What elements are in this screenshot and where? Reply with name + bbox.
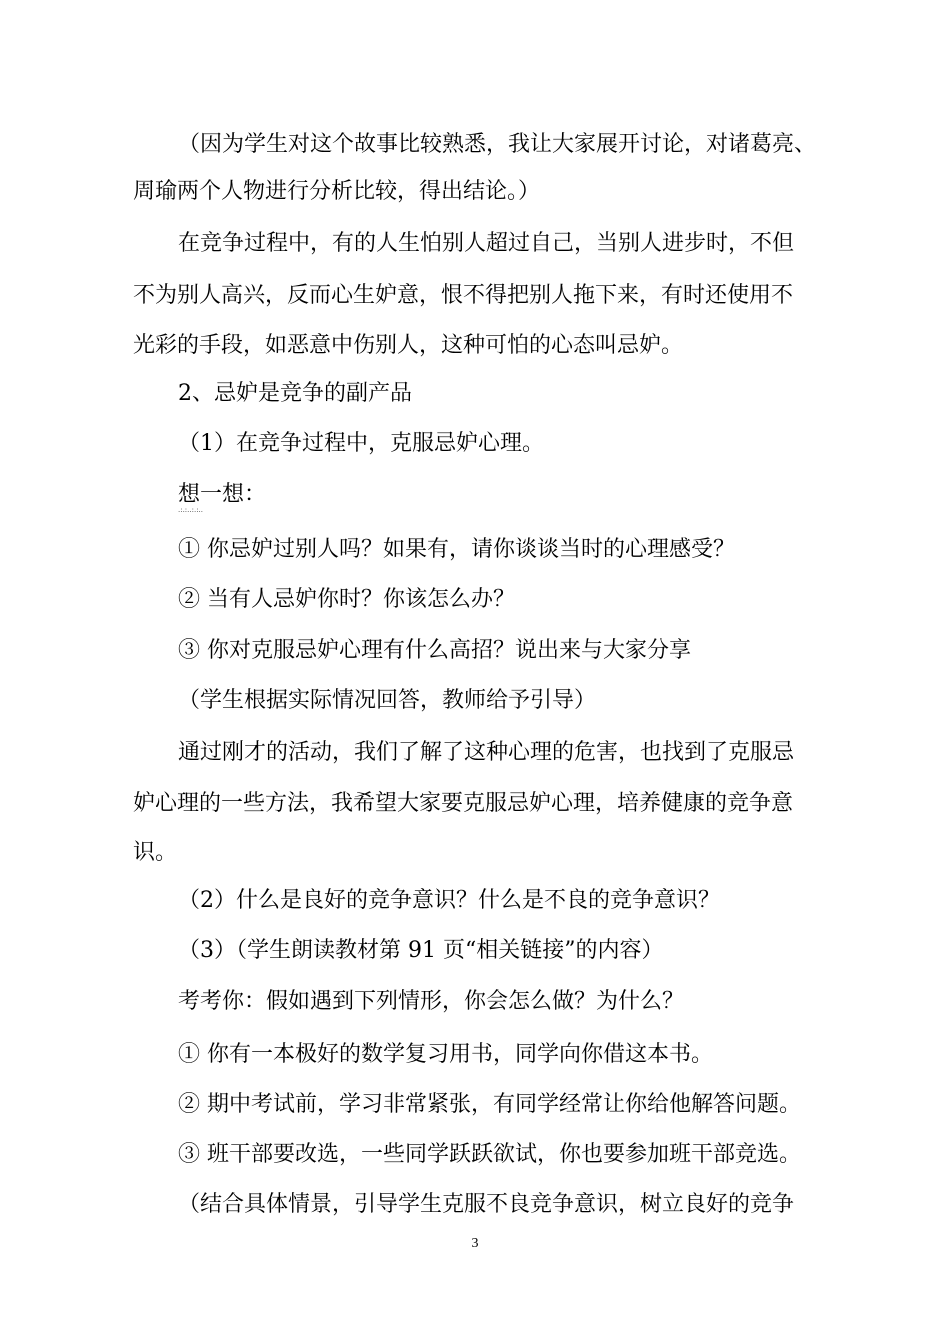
numbered-item: ③ 班干部要改选，一些同学跃跃欲试，你也要参加班干部竞选。 [178,1142,801,1167]
paragraph-line: （因为学生对这个故事比较熟悉，我让大家展开讨论，对诸葛亮、 [178,132,817,157]
paragraph-line: （学生根据实际情况回答，教师给予引导） [178,688,597,713]
paragraph-line: 光彩的手段，如恶意中伤别人，这种可怕的心态叫忌妒。 [133,333,684,358]
prompt-heading: 考考你：假如遇到下列情形，你会怎么做？为什么？ [178,989,685,1014]
section-heading: 2、忌妒是竞争的副产品 [178,381,412,406]
subsection-heading: （3）（学生朗读教材第 91 页“相关链接”的内容） [178,938,664,963]
numbered-item: ① 你有一本极好的数学复习用书，同学向你借这本书。 [178,1042,713,1067]
paragraph-line: 不为别人高兴，反而心生妒意，恨不得把别人拖下来，有时还使用不 [133,283,794,308]
paragraph-line: （结合具体情景，引导学生克服不良竞争意识，树立良好的竞争 [178,1192,795,1217]
paragraph-line: 周瑜两个人物进行分析比较，得出结论。） [133,179,541,204]
paragraph-line: 妒心理的一些方法，我希望大家要克服忌妒心理，培养健康的竞争意 [133,791,794,816]
paragraph-line: 通过刚才的活动，我们了解了这种心理的危害，也找到了克服忌 [178,740,795,765]
numbered-item: ② 当有人忌妒你时？你该怎么办？ [178,587,515,612]
numbered-item: ③ 你对克服忌妒心理有什么高招？说出来与大家分享 [178,638,691,663]
prompt-heading: 想一想： [178,482,267,507]
scan-artifact: .:.:..:.:.. [178,506,204,514]
subsection-heading: （2）什么是良好的竞争意识？什么是不良的竞争意识？ [178,888,720,913]
paragraph-line: 识。 [133,840,178,865]
numbered-item: ① 你忌妒过别人吗？如果有，请你谈谈当时的心理感受？ [178,537,735,562]
subsection-heading: （1）在竞争过程中，克服忌妒心理。 [178,431,544,456]
paragraph-line: 在竞争过程中，有的人生怕别人超过自己，当别人进步时，不但 [178,231,795,256]
page-number: 3 [471,1236,479,1251]
numbered-item: ② 期中考试前，学习非常紧张，有同学经常让你给他解答问题。 [178,1092,801,1117]
